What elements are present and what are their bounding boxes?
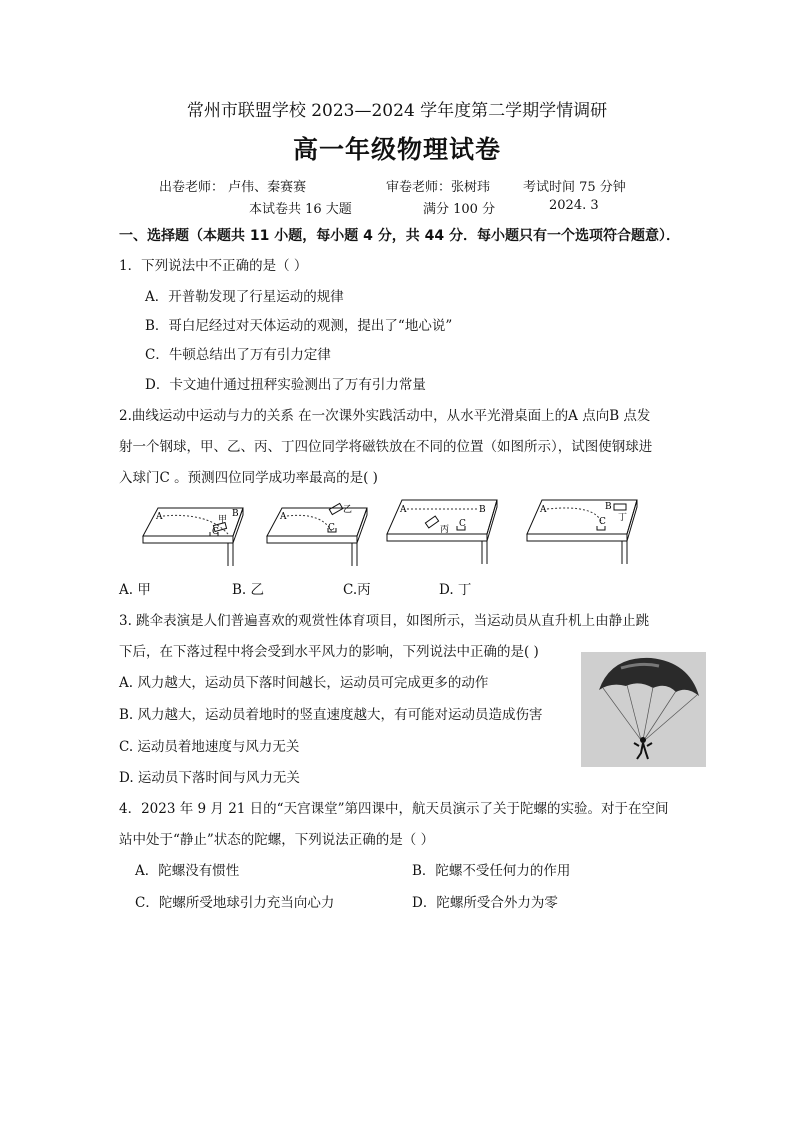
- bing-magnet-label: 丙: [440, 525, 450, 535]
- exam-date: 2024. 3: [549, 198, 599, 213]
- school-line: 常州市联盟学校 2023—2024 学年度第二学期学情调研: [186, 101, 608, 121]
- q2-stem-line2: 射一个钢球，甲、乙、丙、丁四位同学将磁铁放在不同的位置（如图所示），试图使钢球进: [119, 439, 653, 455]
- full-score: 满分 100 分: [423, 202, 496, 217]
- q2-option-a: A. 甲: [119, 582, 151, 598]
- parachutist-photo: [581, 652, 706, 767]
- jia-point-a: A: [156, 512, 163, 522]
- exam-title: 高一年级物理试卷: [292, 135, 501, 164]
- q4-stem-line1: 4．2023 年 9 月 21 日的“天宫课堂”第四课中，航天员演示了关于陀螺的实验。对于在空间: [119, 801, 669, 817]
- yi-goal-c: C: [328, 523, 335, 533]
- q1-stem: 1．下列说法中不正确的是（ ）: [119, 258, 308, 274]
- q2-option-c: C.丙: [343, 582, 371, 598]
- exam-duration: 考试时间 75 分钟: [523, 180, 626, 195]
- diagram-ding: [527, 500, 637, 564]
- q3-option-c: C. 运动员着地速度与风力无关: [119, 739, 300, 755]
- q1-option-c: C．牛顿总结出了万有引力定律: [145, 347, 331, 363]
- q3-option-d: D. 运动员下落时间与风力无关: [119, 770, 300, 786]
- diagram-jia: [143, 508, 243, 566]
- bing-point-a: A: [400, 505, 407, 515]
- q4-option-d: D．陀螺所受合外力为零: [412, 895, 558, 911]
- q2-option-d: D. 丁: [439, 582, 472, 598]
- setter-teachers: 出卷老师： 卢伟、秦赛赛: [159, 180, 307, 195]
- q3-stem-line2: 下后，在下落过程中将会受到水平风力的影响，下列说法中正确的是( ): [119, 644, 539, 660]
- q3-stem-line1: 3. 跳伞表演是人们普遍喜欢的观赏性体育项目，如图所示，当运动员从直升机上由静止跳: [119, 613, 650, 629]
- jia-magnet-label: 甲: [218, 515, 228, 525]
- ding-goal-c: C: [599, 517, 606, 527]
- jia-goal-c: C: [212, 527, 219, 537]
- q4-option-a: A．陀螺没有惯性: [135, 863, 240, 879]
- q2-stem-line1: 2.曲线运动中运动与力的关系 在一次课外实践活动中，从水平光滑桌面上的A 点向B 点发: [119, 408, 651, 424]
- bing-goal-c: C: [459, 519, 466, 529]
- q2-option-b: B. 乙: [232, 582, 265, 598]
- q1-option-b: B．哥白尼经过对天体运动的观测，提出了“地心说”: [145, 318, 453, 334]
- q3-option-a: A. 风力越大，运动员下落时间越长，运动员可完成更多的动作: [119, 675, 489, 691]
- yi-magnet-label: 乙: [343, 505, 353, 515]
- section-heading: 一、选择题（本题共 11 小题，每小题 4 分，共 44 分．每小题只有一个选项符合题意）．: [119, 228, 680, 244]
- q4-option-c: C．陀螺所受地球引力充当向心力: [135, 895, 335, 911]
- diagram-bing: [387, 500, 497, 564]
- parachute-icon: [581, 652, 706, 767]
- yi-point-a: A: [280, 512, 287, 522]
- reviewer-teacher: 审卷老师：张树玮: [386, 180, 491, 195]
- ding-magnet-label: 丁: [618, 513, 628, 523]
- q2-stem-line3: 入球门C 。预测四位同学成功率最高的是( ): [119, 470, 378, 486]
- q4-stem-line2: 站中处于“静止”状态的陀螺，下列说法正确的是（ ）: [119, 832, 435, 848]
- q4-option-b: B．陀螺不受任何力的作用: [412, 863, 571, 879]
- jia-point-b: B: [232, 509, 239, 519]
- ding-point-b: B: [605, 502, 612, 512]
- bing-point-b: B: [479, 505, 486, 515]
- q1-option-a: A．开普勒发现了行星运动的规律: [145, 289, 344, 305]
- q3-option-b: B. 风力越大，运动员着地时的竖直速度越大，有可能对运动员造成伤害: [119, 707, 543, 723]
- q2-table-diagrams: [138, 494, 638, 570]
- diagram-yi: [267, 503, 367, 566]
- ding-point-a: A: [540, 505, 547, 515]
- q1-option-d: D．卡文迪什通过扭秤实验测出了万有引力常量: [145, 377, 426, 393]
- question-count: 本试卷共 16 大题: [249, 202, 352, 217]
